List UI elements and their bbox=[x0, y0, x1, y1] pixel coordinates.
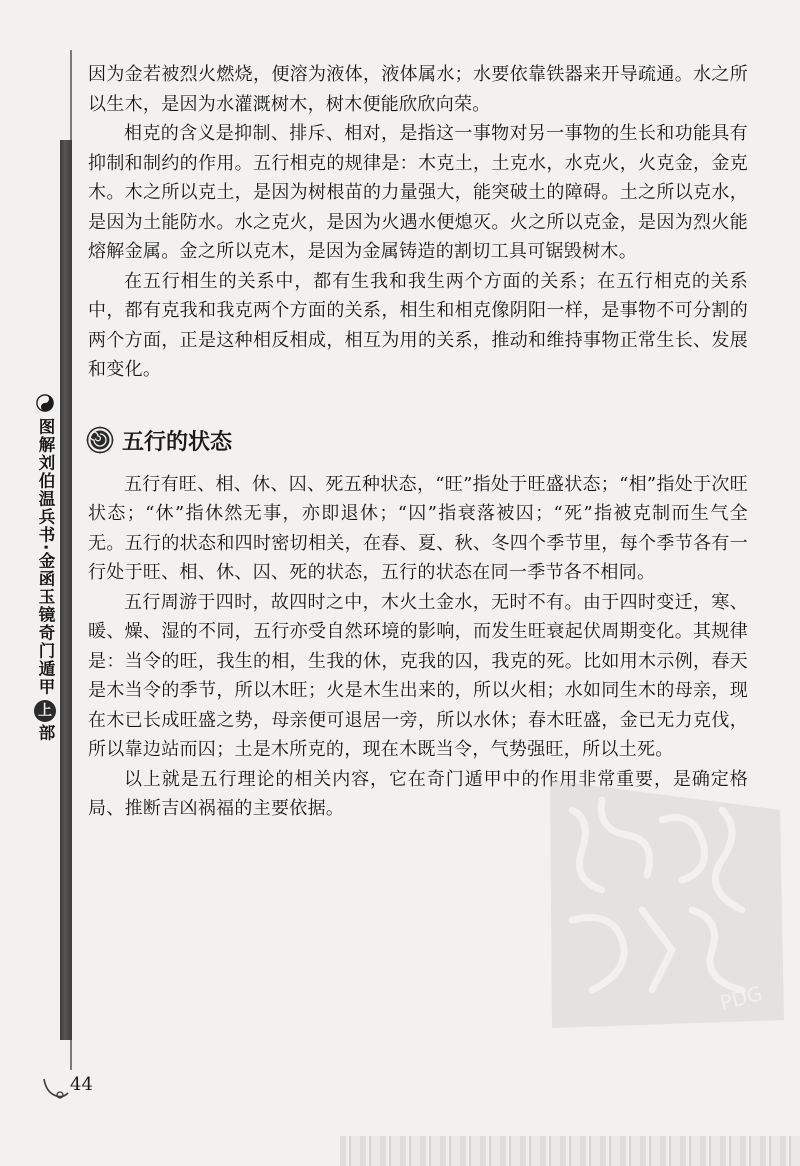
side-rule-bottom bbox=[70, 1040, 72, 1070]
page-body bbox=[88, 60, 748, 824]
running-title-text: 图解刘伯温兵书·金函玉镜奇门遁甲 bbox=[36, 418, 55, 696]
paragraph: 在五行相生的关系中，都有生我和我生两个方面的关系；在五行相克的关系中，都有克我和我克两个方面的关系，相生和相克像阴阳一样，是事物不可分割的两个方面，正是这种相反相成，相互为用的关系，推动和维持事物正常生长、发展和变化。 bbox=[88, 270, 748, 380]
paragraph: 因为金若被烈火燃烧，便溶为液体，液体属水；水要依靠铁器来开导疏通。水之所以生木，是因为水灌溉树木，树木便能欣欣向荣。 bbox=[88, 64, 748, 115]
side-bar bbox=[60, 140, 72, 1040]
seal-stamp-icon bbox=[532, 770, 794, 1032]
spiral-emblem-icon bbox=[86, 426, 114, 454]
side-rule-top bbox=[70, 50, 72, 142]
section-title: 五行的状态 bbox=[122, 429, 233, 455]
scan-artifact bbox=[340, 1136, 800, 1166]
running-title bbox=[32, 394, 58, 740]
paragraph: 以上就是五行理论的相关内容，它在奇门遁甲中的作用非常重要，是确定格局、推断吉凶祸福的主要依据。 bbox=[88, 768, 748, 819]
watermark-text: PDG bbox=[717, 981, 765, 1015]
section-heading bbox=[86, 425, 748, 456]
volume-suffix: 部 bbox=[36, 723, 55, 741]
paragraph: 相克的含义是抑制、排斥、相对，是指这一事物对另一事物的生长和功能具有抑制和制约的作用。五行相克的规律是：木克土，土克水，水克火，火克金，金克木。木之所以克土，是因为树根苗的力量强大，能突破土的障碍。土之所以克水，是因为土能防水。水之克火，是因为火遇水便熄灭。火之所以克金，是因为烈火能熔解金属。金之所以克木，是因为金属铸造的割切工具可锯毁树木。 bbox=[88, 123, 748, 262]
paragraph: 五行有旺、相、休、囚、死五种状态，“旺”指处于旺盛状态；“相”指处于次旺状态；“休”指休然无事，亦即退休；“囚”指衰落被囚；“死”指被克制而生气全无。五行的状态和四时密切相关，在春、夏、秋、冬四个季节里，每个季节各有一行处于旺、相、休、囚、死的状态，五行的状态在同一季节各不相同。 bbox=[88, 473, 748, 583]
paragraph: 五行周游于四时，故四时之中，木火土金水，无时不有。由于四时变迁，寒、暖、燥、湿的不同，五行亦受自然环境的影响，而发生旺衰起伏周期变化。其规律是：当令的旺，我生的相，生我的休，克我的囚，我克的死。比如用木示例，春天是木当令的季节，所以木旺；火是木生出来的，所以火相；水如同生木的母亲，现在木已长成旺盛之势，母亲便可退居一旁，所以水休；春木旺盛，金已无力克伐，所以靠边站而囚；土是木所克的，现在木既当令，气势强旺，所以土死。 bbox=[88, 591, 748, 760]
volume-badge: 上 bbox=[34, 700, 56, 722]
page-curl-icon bbox=[42, 1075, 70, 1101]
page-number: 44 bbox=[70, 1074, 93, 1095]
yin-yang-icon bbox=[36, 394, 54, 412]
page-footer bbox=[42, 1074, 93, 1101]
